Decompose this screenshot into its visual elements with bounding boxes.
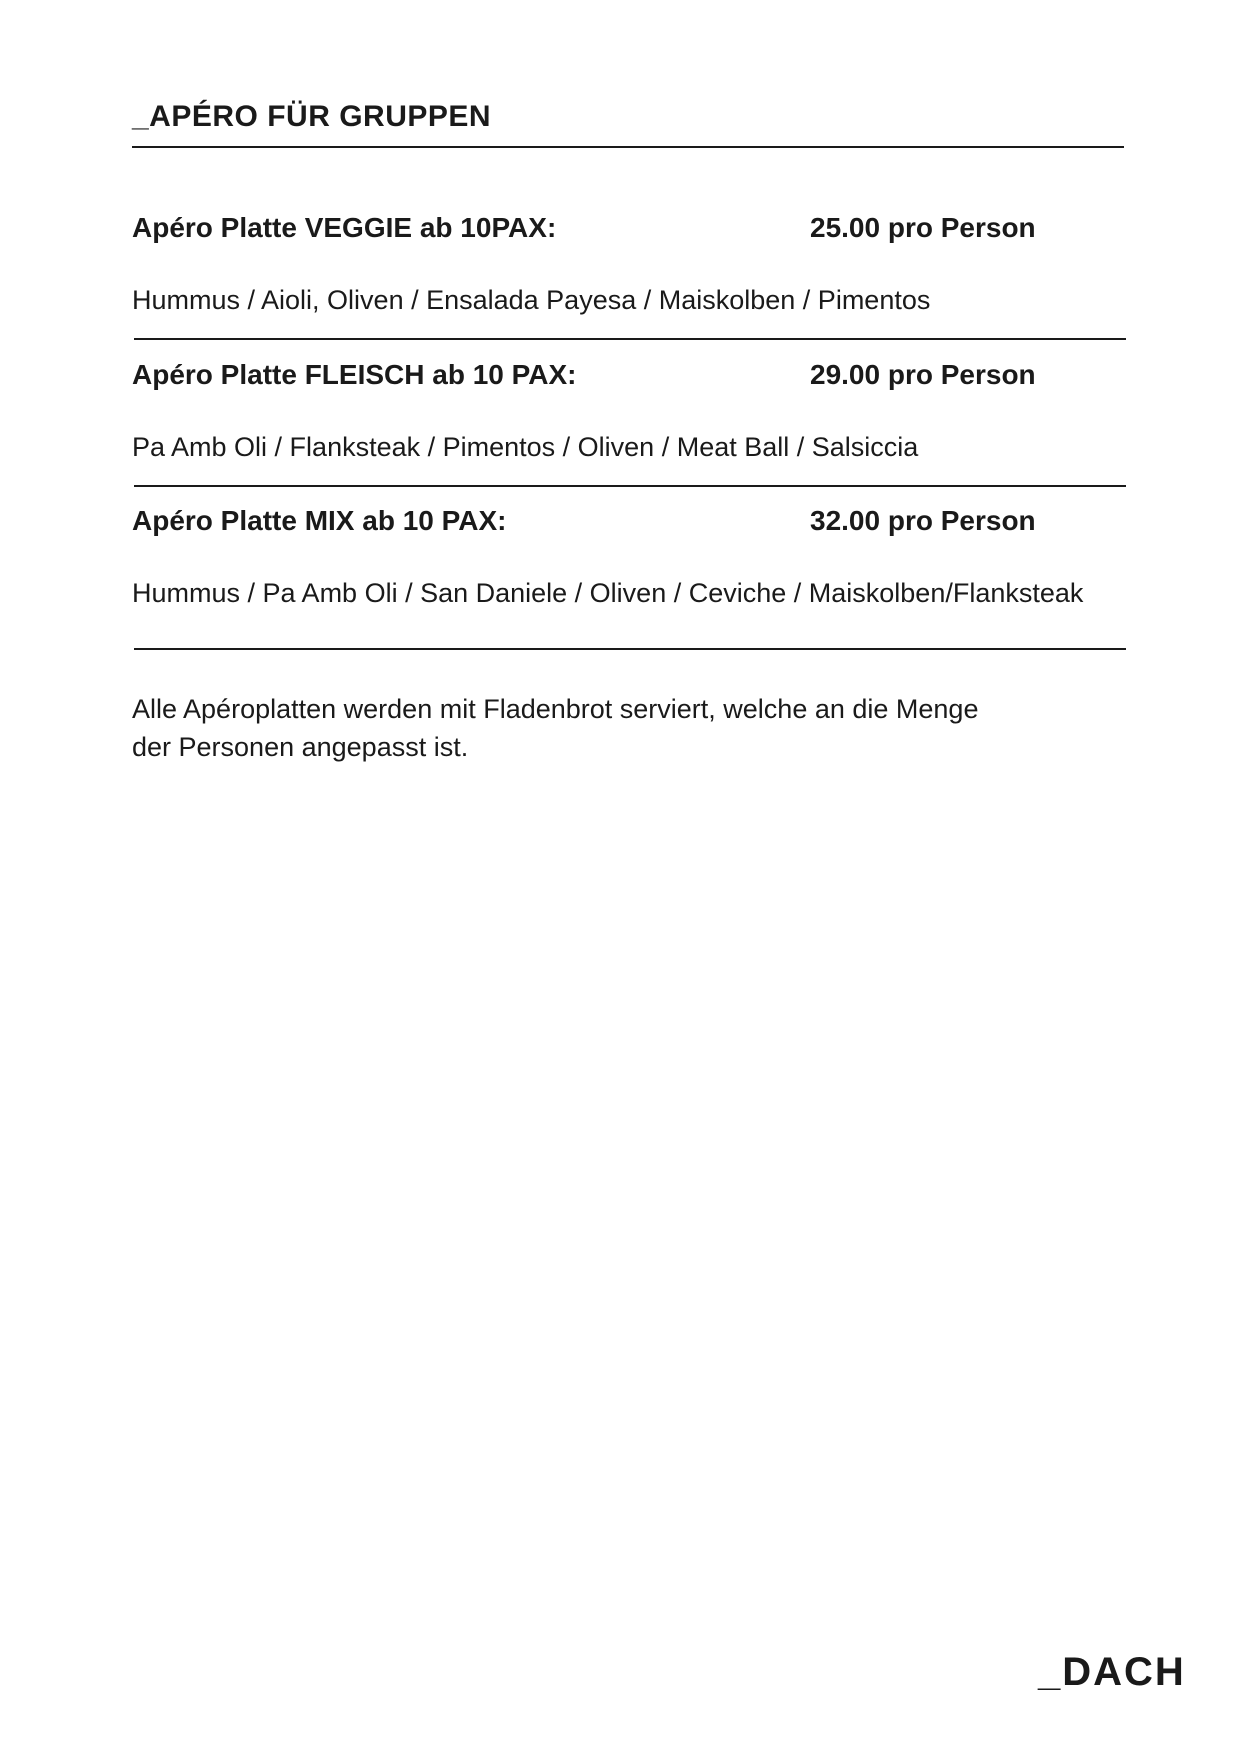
item-fleisch-description: Pa Amb Oli / Flanksteak / Pimentos / Oliven / Meat Ball / Salsiccia — [132, 432, 919, 462]
item-veggie-name: Apéro Platte VEGGIE ab 10PAX: — [132, 212, 557, 243]
item-divider — [134, 485, 1126, 487]
item-divider — [134, 648, 1126, 650]
item-mix-price: 32.00 pro Person — [810, 505, 1036, 536]
item-fleisch-price: 29.00 pro Person — [810, 359, 1036, 390]
item-fleisch-name: Apéro Platte FLEISCH ab 10 PAX: — [132, 359, 577, 390]
serving-note — [132, 690, 1032, 766]
section-title: _APÉRO FÜR GRUPPEN — [132, 100, 492, 133]
serving-note-line-1: Alle Apéroplatten werden mit Fladenbrot serviert, welche an die Menge — [132, 694, 979, 724]
item-veggie-price: 25.00 pro Person — [810, 212, 1036, 243]
serving-note-line-2: der Personen angepasst ist. — [132, 732, 469, 762]
item-divider — [134, 338, 1126, 340]
item-mix-name: Apéro Platte MIX ab 10 PAX: — [132, 505, 507, 536]
brand-logo: _DACH — [1038, 1650, 1186, 1694]
item-mix-description: Hummus / Pa Amb Oli / San Daniele / Oliven / Ceviche / Maiskolben/Flanksteak — [132, 578, 1084, 608]
title-divider — [132, 146, 1124, 148]
item-veggie-description: Hummus / Aioli, Oliven / Ensalada Payesa / Maiskolben / Pimentos — [132, 285, 931, 315]
